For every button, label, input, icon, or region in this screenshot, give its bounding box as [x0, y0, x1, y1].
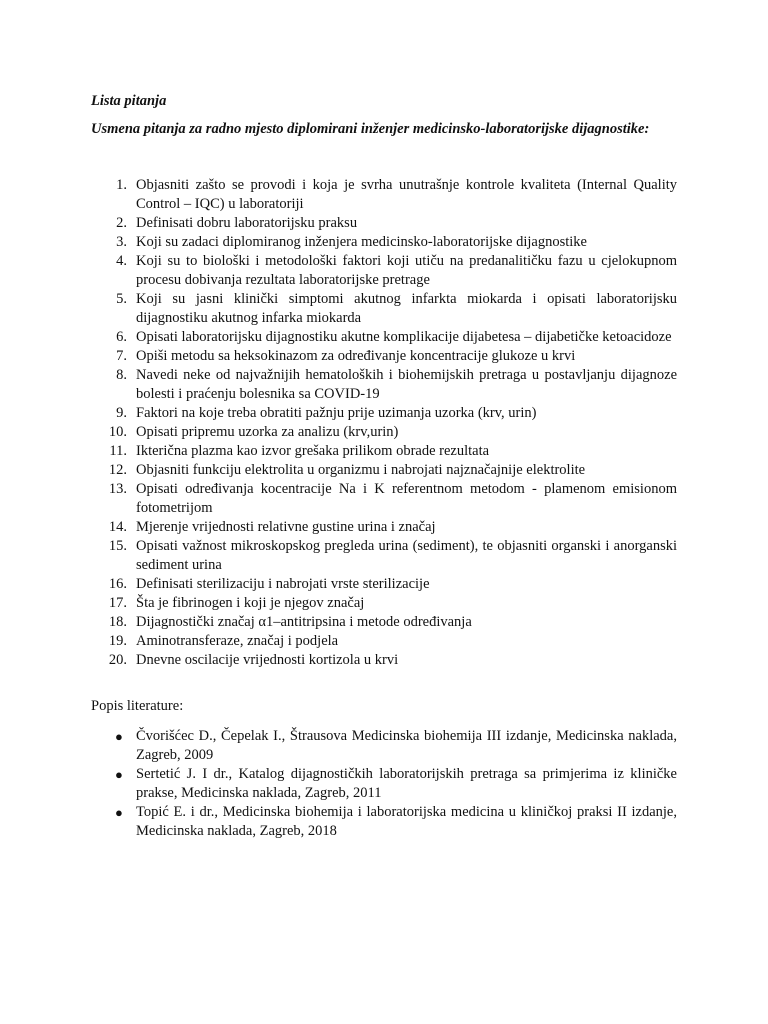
question-item	[91, 176, 677, 214]
document-title: Lista pitanja	[91, 93, 167, 109]
question-number: 6.	[116, 329, 127, 345]
literature-item	[91, 765, 677, 803]
question-number: 19.	[108, 633, 127, 649]
question-text: Opiši metodu sa heksokinazom za određivanje koncentracije glukoze u krvi	[136, 348, 576, 364]
question-text: Dnevne oscilacije vrijednosti kortizola u krvi	[136, 652, 399, 668]
question-text: Objasniti funkciju elektrolita u organizmu i nabrojati najznačajnije elektrolite	[136, 462, 586, 478]
question-text: Opisati pripremu uzorka za analizu (krv,urin)	[136, 424, 399, 440]
question-item	[91, 366, 677, 404]
question-text: Definisati sterilizaciju i nabrojati vrste sterilizacije	[136, 576, 430, 592]
bullet-icon: ●	[115, 729, 123, 744]
question-text: Ikterična plazma kao izvor grešaka prilikom obrade rezultata	[136, 443, 490, 459]
bullet-icon: ●	[115, 767, 123, 782]
question-number: 20.	[108, 652, 127, 668]
question-number: 7.	[116, 348, 127, 364]
question-text: Aminotransferaze, značaj i podjela	[136, 633, 339, 649]
question-item	[91, 537, 677, 575]
literature-text: Sertetić J. I dr., Katalog dijagnostičkih laboratorijskih pretraga sa primjerima iz kliničke prakse, Medicinska naklada, Zagreb, 2011	[136, 766, 677, 801]
question-number: 3.	[116, 234, 127, 250]
question-item	[91, 214, 677, 233]
question-item	[91, 233, 677, 252]
question-item	[91, 423, 677, 442]
question-number: 15.	[108, 538, 127, 554]
question-text: Koji su zadaci diplomiranog inženjera medicinsko-laboratorijske dijagnostike	[136, 234, 587, 250]
question-text: Faktori na koje treba obratiti pažnju prije uzimanja uzorka (krv, urin)	[136, 405, 537, 421]
question-item	[91, 518, 677, 537]
question-item	[91, 651, 677, 670]
question-text: Koji su to biološki i metodološki faktori koji utiču na predanalitičku fazu u cjelokupnom procesu dobivanja rezultata laboratorijske pretrage	[136, 253, 677, 288]
question-number: 16.	[108, 576, 127, 592]
question-number: 5.	[116, 291, 127, 307]
question-text: Šta je fibrinogen i koji je njegov značaj	[136, 595, 365, 611]
question-item	[91, 613, 677, 632]
question-text: Navedi neke od najvažnijih hematoloških i biohemijskih pretraga u postavljanju dijagnoze bolesti i praćenju bolesnika sa COVID-19	[136, 367, 677, 402]
question-number: 8.	[116, 367, 127, 383]
question-number: 9.	[116, 405, 127, 421]
question-item	[91, 404, 677, 423]
question-text: Objasniti zašto se provodi i koja je svrha unutrašnje kontrole kvaliteta (Internal Quality Control – IQC) u laboratoriji	[136, 177, 677, 212]
question-number: 17.	[108, 595, 127, 611]
literature-text: Čvorišćec D., Čepelak I., Štrausova Medicinska biohemija III izdanje, Medicinska naklada, Zagreb, 2009	[136, 728, 677, 763]
question-item	[91, 252, 677, 290]
literature-heading: Popis literature:	[91, 698, 184, 714]
question-item	[91, 347, 677, 366]
question-text: Definisati dobru laboratorijsku praksu	[136, 215, 358, 231]
question-list	[91, 176, 677, 670]
question-item	[91, 632, 677, 651]
question-item	[91, 290, 677, 328]
literature-list	[91, 727, 677, 841]
literature-item	[91, 803, 677, 841]
question-number: 12.	[108, 462, 127, 478]
question-number: 4.	[116, 253, 127, 269]
question-text: Dijagnostički značaj α1–antitripsina i metode određivanja	[136, 614, 472, 630]
question-number: 11.	[109, 443, 127, 459]
literature-item	[91, 727, 677, 765]
question-number: 13.	[108, 481, 127, 497]
question-number: 18.	[108, 614, 127, 630]
bullet-icon: ●	[115, 805, 123, 820]
question-item	[91, 480, 677, 518]
question-item	[91, 461, 677, 480]
question-text: Opisati važnost mikroskopskog pregleda urina (sediment), te objasniti organski i anorganski sediment urina	[136, 538, 677, 573]
question-text: Mjerenje vrijednosti relativne gustine urina i značaj	[136, 519, 436, 535]
question-item	[91, 575, 677, 594]
document-subtitle: Usmena pitanja za radno mjesto diplomirani inženjer medicinsko-laboratorijske dijagnostike:	[91, 121, 650, 137]
question-text: Opisati određivanja kocentracije Na i K referentnom metodom - plamenom emisionom fotometrijom	[136, 481, 677, 516]
question-item	[91, 328, 677, 347]
question-number: 10.	[108, 424, 127, 440]
question-number: 1.	[116, 177, 127, 193]
question-number: 2.	[116, 215, 127, 231]
literature-text: Topić E. i dr., Medicinska biohemija i laboratorijska medicina u kliničkoj praksi II izdanje, Medicinska naklada, Zagreb, 2018	[136, 804, 677, 839]
question-number: 14.	[108, 519, 127, 535]
question-text: Opisati laboratorijsku dijagnostiku akutne komplikacije dijabetesa – dijabetičke ketoacidoze	[136, 329, 672, 345]
question-item	[91, 594, 677, 613]
question-text: Koji su jasni klinički simptomi akutnog infarkta miokarda i opisati laboratorijsku dijagnostiku akutnog infarka miokarda	[136, 291, 677, 326]
question-item	[91, 442, 677, 461]
